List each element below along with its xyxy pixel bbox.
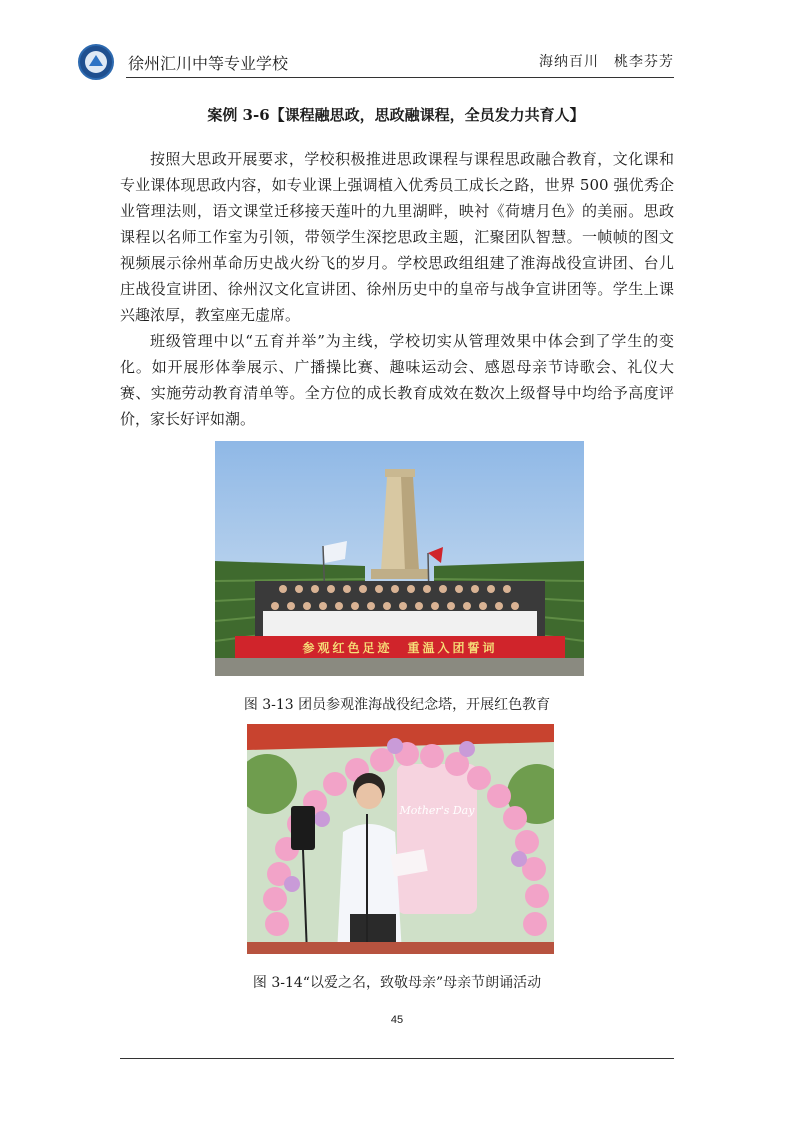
body-paragraph-2: 班级管理中以“五育并举”为主线，学校切实从管理效果中体会到了学生的变化。如开展形体拳展示、广播操比赛、趣味运动会、感恩母亲节诗歌会、礼仪大赛、实施劳动教育清单等。全方位的成长教育成效在数次上级督导中均给予高度评价，家长好评如潮。	[120, 332, 674, 428]
board-text: Mother's Day	[399, 804, 475, 817]
page-number: 45	[390, 1014, 404, 1026]
page-header	[78, 44, 674, 80]
header-divider	[126, 77, 674, 78]
footer-divider	[120, 1058, 674, 1059]
figure-caption-3-14: 图 3-14“以爱之名，致敬母亲”母亲节朗诵活动	[252, 975, 542, 991]
memorial-tower-photo	[215, 441, 584, 676]
school-logo	[78, 44, 114, 80]
body-paragraph-1: 按照大思政开展要求，学校积极推进思政课程与课程思政融合教育，文化课和专业课体现思政内容，如专业课上强调植入优秀员工成长之路，世界 500 强优秀企业管理法则，语文课堂迁移接天莲叶的九里湖畔，映衬《荷塘月色》的美丽。思政课程以名师工作室为引领，带领学生深挖思政主题，汇聚团队智慧。一帧帧的图文视频展示徐州革命历史战火纷飞的岁月。学校思政组组建了淮海战役宣讲团、台儿庄战役宣讲团、徐州汉文化宣讲团、徐州历史中的皇帝与战争宣讲团等。学生上课兴趣浓厚，教室座无虚席。	[120, 150, 674, 324]
figure-caption-3-13: 图 3-13 团员参观淮海战役纪念塔，开展红色教育	[243, 697, 551, 713]
banner-text: 参观红色足迹 重温入团誓词	[302, 641, 498, 655]
school-motto: 海纳百川 桃李芬芳	[539, 54, 674, 70]
case-title: 案例 3-6【课程融思政，思政融课程，全员发力共育人】	[207, 106, 585, 124]
school-name: 徐州汇川中等专业学校	[128, 54, 289, 73]
mothers-day-photo	[247, 724, 554, 954]
